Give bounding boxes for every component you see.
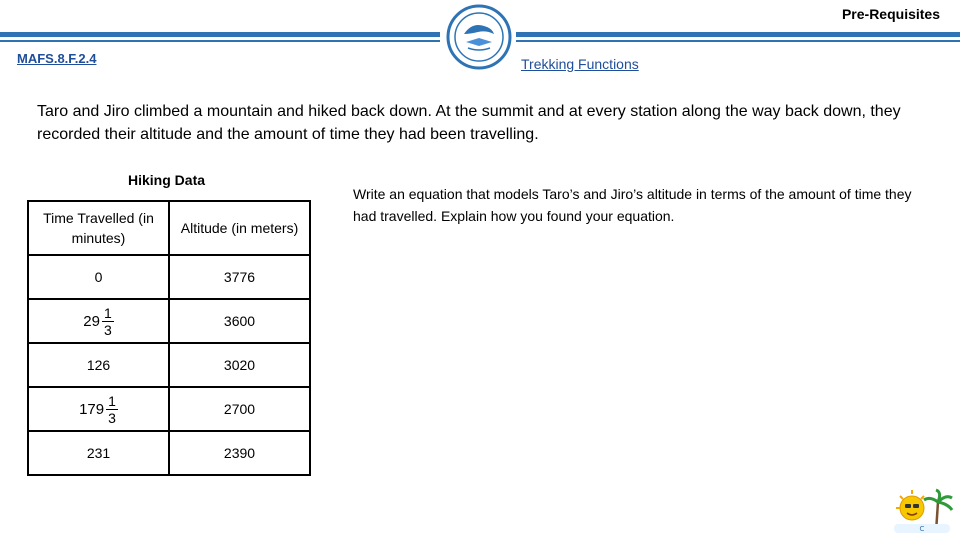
header-rule-right-thin bbox=[516, 40, 960, 42]
numerator: 1 bbox=[103, 304, 112, 321]
denominator: 3 bbox=[103, 321, 112, 338]
svg-text:C: C bbox=[919, 525, 925, 533]
altitude-cell: 2700 bbox=[169, 387, 310, 431]
table-row bbox=[28, 299, 310, 343]
fraction bbox=[106, 393, 118, 426]
lesson-title-link[interactable]: Trekking Functions bbox=[521, 56, 639, 72]
time-cell bbox=[28, 387, 169, 431]
table-row bbox=[28, 431, 310, 475]
time-cell: 231 bbox=[28, 431, 169, 475]
intro-paragraph: Taro and Jiro climbed a mountain and hiked back down. At the summit and at every station along the way back down, they recorded their altitude and the amount of time they had been travelling. bbox=[37, 103, 901, 143]
denominator: 3 bbox=[108, 409, 116, 426]
table-title: Hiking Data bbox=[128, 172, 206, 188]
whole-part: 179 bbox=[79, 400, 105, 418]
mixed-number bbox=[83, 305, 113, 338]
mascot-sun-icon bbox=[890, 488, 954, 536]
task-prompt: Write an equation that models Taro’s and Jiro’s altitude in terms of the amount of time they had travelled. Explain how you found your equation. bbox=[353, 186, 912, 224]
altitude-cell: 3020 bbox=[169, 343, 310, 387]
table-row bbox=[28, 387, 310, 431]
altitude-cell: 3776 bbox=[169, 255, 310, 299]
numerator: 1 bbox=[108, 392, 116, 409]
school-logo-icon bbox=[446, 4, 512, 70]
altitude-cell: 3600 bbox=[169, 299, 310, 343]
header-time: Time Travelled (in minutes) bbox=[28, 201, 169, 255]
mixed-number bbox=[79, 393, 118, 426]
time-cell: 0 bbox=[28, 255, 169, 299]
table-row bbox=[28, 255, 310, 299]
hiking-data-table bbox=[27, 200, 311, 476]
section-title: Pre-Requisites bbox=[841, 6, 940, 22]
whole-part: 29 bbox=[83, 312, 100, 330]
time-cell: 126 bbox=[28, 343, 169, 387]
header-rule-left-thin bbox=[0, 40, 440, 42]
time-cell bbox=[28, 299, 169, 343]
standard-link[interactable]: MAFS.8.F.2.4 bbox=[17, 51, 97, 66]
header-rule-right bbox=[516, 32, 960, 37]
table-row bbox=[28, 343, 310, 387]
altitude-cell: 2390 bbox=[169, 431, 310, 475]
header-altitude: Altitude (in meters) bbox=[169, 201, 310, 255]
header-rule-left bbox=[0, 32, 440, 37]
fraction bbox=[102, 305, 114, 338]
